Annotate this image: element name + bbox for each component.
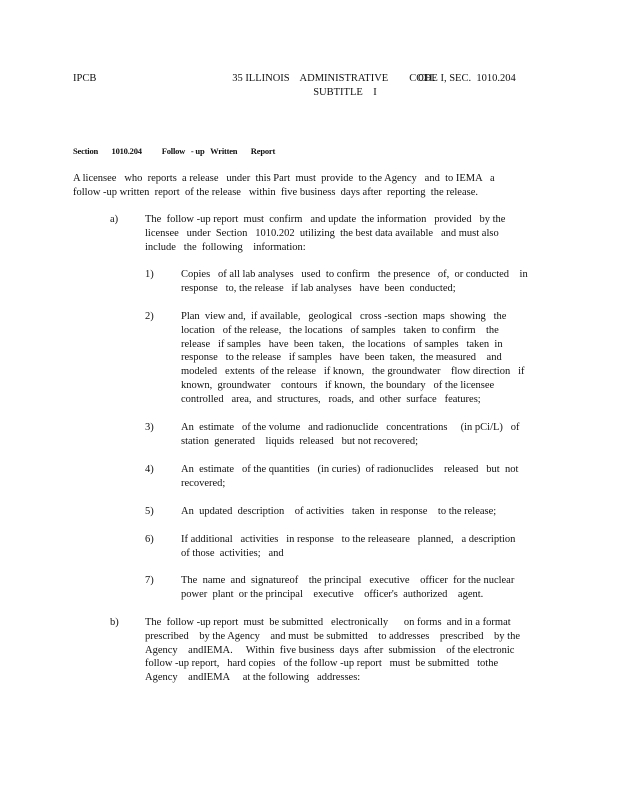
item-line: include the following information: xyxy=(145,241,306,253)
item-label-b: b) xyxy=(110,617,119,628)
item-line: The follow -up report must confirm and update the information provided by the xyxy=(145,214,506,225)
subitem-text-7 xyxy=(181,574,514,602)
subitem-text-4 xyxy=(181,463,518,491)
subitem-label-3: 3) xyxy=(145,422,154,433)
subitem-line: Plan view and, if available, geological cross -section maps showing the xyxy=(181,311,507,322)
header-title-line2: SUBTITLE I xyxy=(313,86,377,98)
item-text-b xyxy=(145,616,520,685)
item-line: Agency andIEMA. Within five business days after submission of the electronic xyxy=(145,644,515,656)
header-title-line1: 35 ILLINOIS ADMINISTRATIVE CODE xyxy=(232,73,438,84)
subitem-line: known, groundwater contours if known, the boundary of the licensee xyxy=(181,379,495,391)
subitem-text-3 xyxy=(181,421,520,449)
subitem-label-6: 6) xyxy=(145,534,154,545)
subitem-line: power plant or the principal executive officer's authorized agent. xyxy=(181,588,484,600)
subitem-line: Copies of all lab analyses used to confirm the presence of, or conducted in xyxy=(181,269,528,280)
item-line: The follow -up report must be submitted electronically on forms and in a format xyxy=(145,617,511,628)
section-heading xyxy=(73,145,293,159)
subitem-label-5: 5) xyxy=(145,506,154,517)
subitem-label-7: 7) xyxy=(145,575,154,586)
subitem-line: controlled area, and structures, roads, and other surface features; xyxy=(181,393,481,405)
item-line: Agency andIEMA at the following addresses: xyxy=(145,672,361,684)
section-number: Section 1010.204 xyxy=(73,146,142,156)
header-section-ref: CH. I, SEC. 1010.204 xyxy=(418,73,516,84)
subitem-line: An updated description of activities taken in response to the release; xyxy=(181,506,497,517)
subitem-line: An estimate of the volume and radionuclide concentrations (in pCi/L) of xyxy=(181,422,520,433)
subitem-line: of those activities; and xyxy=(181,547,284,559)
subitem-line: release if samples have been taken, the locations of samples taken in xyxy=(181,338,503,350)
subitem-line: modeled extents of the release if known, the groundwater flow direction if xyxy=(181,366,525,378)
subitem-label-4: 4) xyxy=(145,464,154,475)
intro-line: A licensee who reports a release under this Part must provide to the Agency and to IEMA a xyxy=(73,173,495,184)
subitem-line: response to the release if samples have been taken, the measured and xyxy=(181,352,502,364)
subitem-label-2: 2) xyxy=(145,311,154,322)
subitem-text-2 xyxy=(181,310,524,407)
item-label-a: a) xyxy=(110,214,119,225)
subitem-text-1 xyxy=(181,268,528,296)
subitem-line: The name and signatureof the principal executive officer for the nuclear xyxy=(181,575,515,586)
subitem-label-1: 1) xyxy=(145,269,154,280)
subitem-line: recovered; xyxy=(181,477,226,489)
subitem-text-6 xyxy=(181,533,515,561)
subitem-line: station generated liquids released but not recovered; xyxy=(181,435,419,447)
header-agency: IPCB xyxy=(73,73,97,84)
subitem-line: location of the release, the locations of samples taken to confirm the xyxy=(181,324,499,336)
subitem-text-5 xyxy=(181,505,496,519)
item-line: follow -up report, hard copies of the follow -up report must be submitted tothe xyxy=(145,658,499,670)
item-line: licensee under Section 1010.202 utilizing the best data available and must also xyxy=(145,227,499,239)
intro-paragraph xyxy=(73,172,543,200)
subitem-line: response to, the release if lab analyses have been conducted; xyxy=(181,282,456,294)
section-title: Follow - up Written Report xyxy=(161,146,276,156)
item-text-a xyxy=(145,213,505,254)
subitem-line: An estimate of the quantities (in curies) of radionuclides released but not xyxy=(181,464,519,475)
item-line: prescribed by the Agency and must be submitted to addresses prescribed by the xyxy=(145,630,520,642)
subitem-line: If additional activities in response to the releaseare planned, a description xyxy=(181,534,516,545)
intro-line: follow -up written report of the release within five business days after reporting the release. xyxy=(73,186,478,198)
